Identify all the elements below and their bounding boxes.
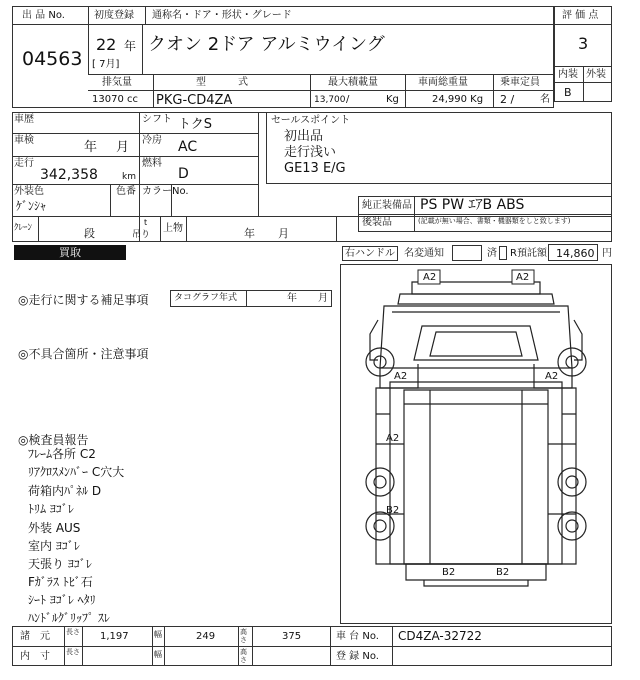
crane-ton: t (144, 218, 148, 227)
lot-label: 出 品 No. (22, 10, 65, 21)
displacement-value: 13070 cc (92, 94, 138, 105)
shift-label: シフト (142, 114, 172, 125)
int-length-label: 長さ (66, 648, 80, 656)
max-load-value: 13,700 (314, 95, 346, 105)
first-reg-month: [ 7月] (92, 59, 120, 70)
fuel-label: 燃料 (142, 158, 162, 169)
max-load-unit: Kg (386, 94, 399, 105)
upper-month: 月 (278, 227, 289, 240)
genuine-equipment-label: 純正装備品 (362, 200, 412, 211)
int-width-label: 幅 (154, 650, 162, 659)
inspector-item-10: ﾊﾝﾄﾞﾙｸﾞﾘｯﾌﾟ ｽﾚ (28, 611, 110, 625)
shift-value: トクS (178, 117, 212, 132)
capacity-unit: 名 (540, 94, 550, 105)
sales-points-label: セールスポイント (271, 115, 351, 126)
fuel-value: D (178, 166, 189, 182)
chassis-label: 車 台 No. (336, 631, 379, 642)
ext-color-label: 外装色 (14, 186, 44, 197)
model-value: PKG-CD4ZA (156, 93, 233, 108)
registration-label: 登 録 No. (336, 651, 379, 662)
upper-year: 年 (244, 227, 255, 240)
history-label: 車歴 (14, 114, 34, 125)
checked-label: 済 (487, 248, 497, 259)
sales-point-1: 初出品 (284, 129, 324, 144)
gross-weight-label: 車両総重量 (418, 77, 468, 88)
first-reg-year-unit: 年 (124, 39, 137, 53)
mileage-unit: km (122, 172, 136, 182)
inspector-item-8: Fｶﾞﾗｽ ﾄﾋﾞ石 (28, 575, 93, 589)
first-reg-label: 初度登録 (94, 10, 134, 21)
inspector-item-6: 室内 ﾖｺﾞﾚ (28, 539, 80, 553)
buy-banner: 買取 (14, 245, 126, 260)
inspector-item-2: ﾘｱｸﾛｽﾒﾝﾊﾞｰ C穴大 (28, 465, 125, 479)
max-load-label: 最大積載量 (328, 77, 378, 88)
tachograph-month: 月 (318, 293, 328, 304)
mark-side-right: A2 (545, 371, 559, 382)
sheet-header (12, 6, 554, 108)
inspection-month: 月 (116, 140, 130, 155)
mileage-value: 342,358 (40, 167, 98, 183)
first-reg-year: 22 (96, 35, 117, 54)
upper-label: 上物 (163, 223, 183, 234)
truck-diagram (340, 264, 612, 624)
aftermarket-note: (記載が無い場合、書類・機器類をしと致します) (418, 217, 571, 225)
inspector-item-7: 天張り ﾖｺﾞﾚ (28, 557, 92, 571)
mark-box-side: B2 (386, 505, 400, 516)
capacity-value: 2 / (500, 93, 515, 106)
mark-rear-left: B2 (442, 567, 456, 578)
inspector-item-5: 外装 AUS (28, 521, 81, 535)
capacity-label: 乗車定員 (500, 77, 540, 88)
inspection-year: 年 (84, 140, 98, 155)
mark-rear-right: B2 (496, 567, 510, 578)
defects-label: ◎不具合箇所・注意事項 (18, 347, 149, 361)
width-label: 幅 (154, 630, 162, 639)
yen-label: 円 (602, 248, 612, 259)
gross-weight-value: 24,990 Kg (432, 94, 484, 105)
r-pay-label: R預託額 (510, 248, 547, 259)
tachograph-label: タコグラフ年式 (174, 293, 238, 303)
mark-side-left: A2 (394, 371, 408, 382)
aftermarket-label: 後装品 (362, 217, 392, 228)
inspector-item-3: 荷箱内ﾊﾟﾈﾙ D (28, 484, 102, 498)
specs-label: 諸 元 (20, 631, 50, 642)
color-no-label: 色番 (116, 186, 136, 197)
width-value: 249 (196, 631, 216, 642)
mark-front-left: A2 (423, 272, 437, 283)
sales-point-3: GE13 E/G (284, 161, 346, 176)
genuine-equipment-value: PS PW ｴｱB ABS (420, 197, 525, 213)
inspector-item-4: ﾄﾘﾑ ﾖｺﾞﾚ (28, 502, 74, 516)
score-value: 3 (578, 34, 589, 53)
inspector-item-9: ｼｰﾄ ﾖｺﾞﾚ ﾍﾀﾘ (28, 593, 96, 607)
tachograph-year: 年 (287, 293, 297, 304)
lot-number: 04563 (22, 48, 83, 70)
crane-label: ｸﾚｰﾝ (14, 223, 33, 233)
r-pay-value: 14,860 (556, 247, 595, 260)
supplement-label: ◎走行に関する補足事項 (18, 293, 149, 307)
grade-label: 通称名・ドア・形状・グレード (152, 10, 292, 21)
height-value: 375 (282, 631, 302, 642)
length-label: 長さ (66, 628, 80, 636)
title-change-label: 名変通知 (404, 248, 444, 259)
int-height-label: 高さ (240, 648, 247, 664)
length-value: 1,197 (100, 631, 129, 642)
displacement-label: 排気量 (102, 77, 132, 88)
inspection-label: 車検 (14, 135, 34, 146)
mark-front-right: A2 (516, 272, 530, 283)
score-label: 評 価 点 (562, 10, 599, 21)
sales-point-2: 走行浅い (284, 145, 337, 160)
interior-dim-label: 内 寸 (20, 651, 50, 662)
right-hand-label: 右ハンドル (345, 248, 395, 259)
exterior-score-label: 外装 (586, 69, 606, 80)
color-no-label-2: カラーNo. (142, 186, 189, 197)
mileage-label: 走行 (14, 158, 34, 169)
interior-score: B (564, 86, 572, 99)
inspector-item-1: ﾌﾚｰﾑ各所 C2 (28, 447, 96, 461)
crane-stage: 段 (84, 227, 95, 240)
checked-box (499, 246, 507, 260)
car-name: クオン 2ドア アルミウイング (148, 34, 385, 55)
mark-box-front: A2 (386, 433, 400, 444)
model-label: 型 式 (196, 77, 252, 88)
title-change-box (452, 245, 482, 261)
inspector-label: ◎検査員報告 (18, 433, 89, 447)
height-label: 高さ (240, 628, 247, 644)
aircon-label: 冷房 (142, 135, 162, 146)
max-load-sep: / (346, 94, 350, 105)
ext-color-value: ｹﾞﾝｼｬ (16, 199, 47, 213)
interior-score-label: 内装 (558, 69, 578, 80)
crane-hang: 吊り (132, 230, 151, 240)
aircon-value: AC (178, 139, 198, 155)
chassis-number: CD4ZA-32722 (398, 629, 482, 643)
